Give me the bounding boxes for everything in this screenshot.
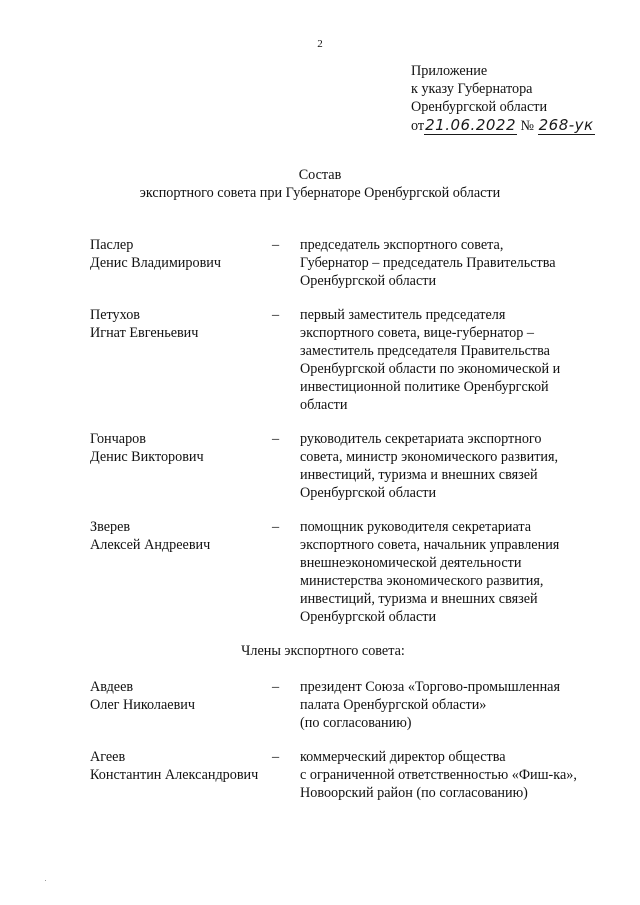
number-label: №	[520, 118, 535, 134]
person-role	[300, 518, 600, 626]
person-role	[300, 748, 600, 802]
appendix-date-line	[411, 116, 631, 135]
council-entry	[90, 678, 610, 732]
dash-separator: –	[272, 237, 280, 253]
council-entry	[90, 430, 610, 502]
person-role	[300, 430, 600, 502]
dash-separator: –	[272, 431, 280, 447]
council-list	[90, 236, 610, 818]
name-line: Константин Александрович	[90, 767, 259, 783]
role-line: Оренбургской области	[300, 273, 437, 289]
role-line: экспортного совета, начальник управления	[300, 537, 560, 553]
members-list	[90, 678, 610, 802]
role-line: коммерческий директор общества	[300, 749, 506, 765]
handwritten-number: 268-ук	[538, 116, 594, 134]
name-line: Олег Николаевич	[90, 697, 196, 713]
role-line: области	[300, 397, 348, 413]
role-line: первый заместитель председателя	[300, 307, 506, 323]
council-entry	[90, 518, 610, 626]
role-line: Новоорский район (по согласованию)	[300, 785, 528, 801]
role-line: палата Оренбургской области»	[300, 697, 487, 713]
role-line: заместитель председателя Правительства	[300, 343, 550, 359]
name-line: Денис Владимирович	[90, 255, 222, 271]
name-line: Гончаров	[90, 431, 146, 447]
title-line: Состав	[298, 167, 342, 183]
name-line: Игнат Евгеньевич	[90, 325, 199, 341]
name-line: Денис Викторович	[90, 449, 204, 465]
role-line: министерства экономического развития,	[300, 573, 544, 589]
role-line: (по согласованию)	[300, 715, 412, 731]
person-name	[90, 518, 272, 554]
role-line: Оренбургской области по экономической и	[300, 361, 561, 377]
role-line: инвестиций, туризма и внешних связей	[300, 467, 538, 483]
dash-separator: –	[272, 749, 280, 765]
person-name	[90, 306, 272, 342]
members-heading: Члены экспортного совета:	[241, 643, 405, 659]
person-role	[300, 236, 600, 290]
role-line: президент Союза «Торгово-промышленная	[300, 679, 561, 695]
role-line: с ограниченной ответственностью «Фиш-ка»,	[300, 767, 577, 783]
appendix-line: Приложение	[411, 63, 488, 79]
handwritten-date: 21.06.2022	[425, 116, 516, 134]
name-line: Зверев	[90, 519, 131, 535]
person-role	[300, 306, 600, 414]
council-entry	[90, 748, 610, 802]
appendix-line: Оренбургской области	[411, 99, 548, 115]
person-name	[90, 430, 272, 466]
role-line: председатель экспортного совета,	[300, 237, 504, 253]
council-entry	[90, 236, 610, 290]
from-label: от	[411, 118, 425, 134]
role-line: Губернатор – председатель Правительства	[300, 255, 556, 271]
document-title	[0, 166, 640, 202]
person-role	[300, 678, 600, 732]
dash-separator: –	[272, 519, 280, 535]
page-number: 2	[317, 38, 323, 50]
role-line: экспортного совета, вице-губернатор –	[300, 325, 534, 341]
dash-separator: –	[272, 679, 280, 695]
role-line: Оренбургской области	[300, 609, 437, 625]
leaders-list	[90, 236, 610, 626]
name-line: Алексей Андреевич	[90, 537, 211, 553]
role-line: помощник руководителя секретариата	[300, 519, 532, 535]
person-name	[90, 236, 272, 272]
role-line: Оренбургской области	[300, 485, 437, 501]
council-entry	[90, 306, 610, 414]
person-name	[90, 748, 272, 784]
name-line: Авдеев	[90, 679, 134, 695]
person-name	[90, 678, 272, 714]
dash-separator: –	[272, 307, 280, 323]
appendix-line: к указу Губернатора	[411, 81, 533, 97]
scan-artifact	[45, 880, 46, 881]
role-line: совета, министр экономического развития,	[300, 449, 559, 465]
role-line: инвестиций, туризма и внешних связей	[300, 591, 538, 607]
name-line: Паслер	[90, 237, 134, 253]
role-line: руководитель секретариата экспортного	[300, 431, 542, 447]
name-line: Агеев	[90, 749, 126, 765]
appendix-block	[411, 62, 631, 135]
role-line: внешнеэкономической деятельности	[300, 555, 522, 571]
title-line: экспортного совета при Губернаторе Оренбургской области	[139, 185, 501, 201]
role-line: инвестиционной политике Оренбургской	[300, 379, 549, 395]
name-line: Петухов	[90, 307, 140, 323]
